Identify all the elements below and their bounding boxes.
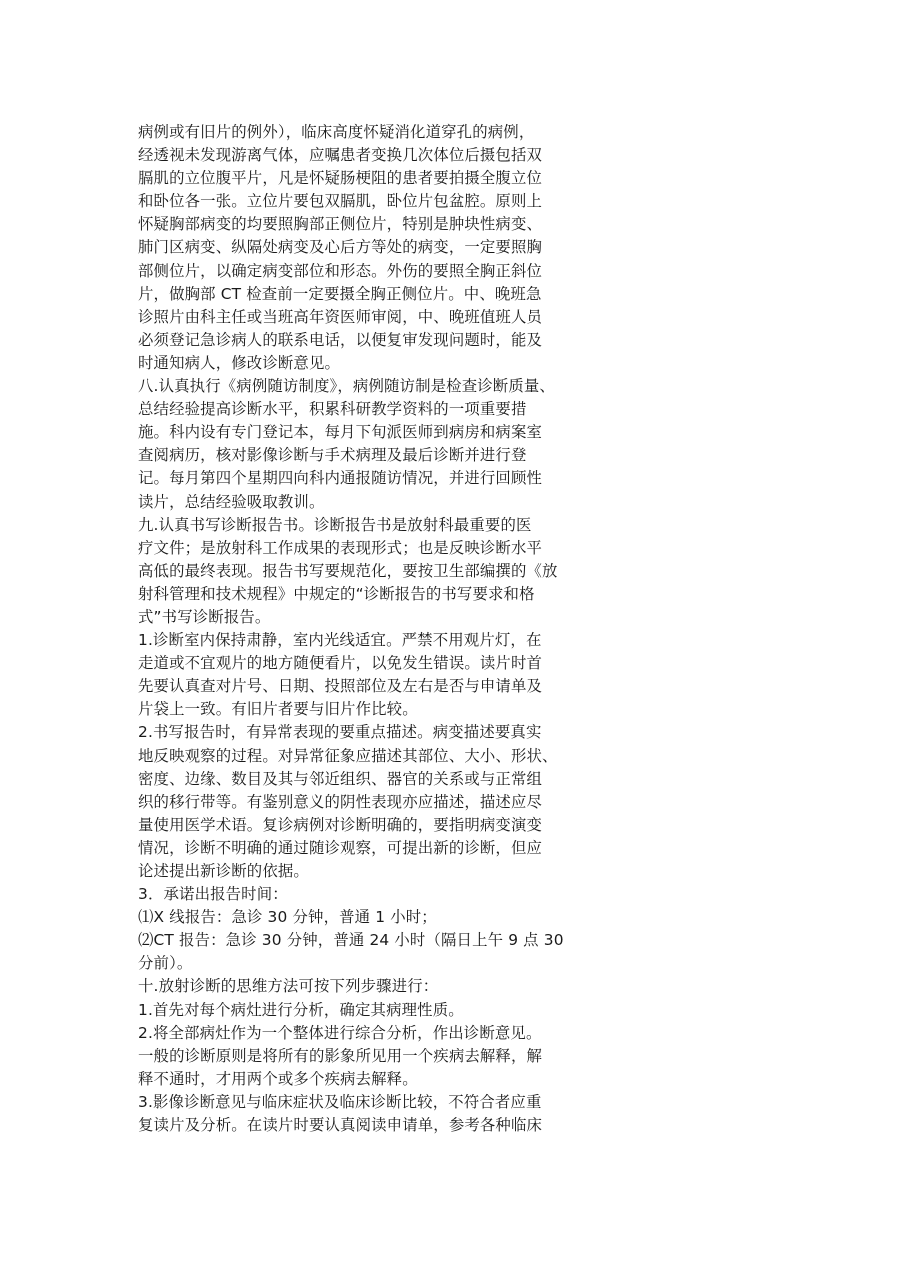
text-line: 施。科内设有专门登记本，每月下旬派医师到病房和病案室 <box>138 423 543 442</box>
section-heading-10: 十.放射诊断的思维方法可按下列步骤进行： <box>138 977 439 996</box>
text-line: 片袋上一致。有旧片者要与旧片作比较。 <box>138 700 418 719</box>
text-line: 复读片及分析。在读片时要认真阅读申请单，参考各种临床 <box>138 1116 543 1135</box>
text-line: 总结经验提高诊断水平，积累科研教学资料的一项重要措 <box>138 400 527 419</box>
body-text <box>138 121 568 1137</box>
text-line: 肺门区病变、纵隔处病变及心后方等处的病变，一定要照胸 <box>138 238 543 257</box>
text-line: 必须登记急诊病人的联系电话，以便复审发现问题时，能及 <box>138 330 543 349</box>
text-line: 膈肌的立位腹平片，凡是怀疑肠梗阻的患者要拍摄全腹立位 <box>138 169 543 188</box>
text-line: 片，做胸部 CT 检查前一定要摄全胸正侧位片。中、晚班急 <box>138 284 542 303</box>
text-line: 走道或不宜观片的地方随便看片，以免发生错误。读片时首 <box>138 654 543 673</box>
text-line: 量使用医学术语。复诊病例对诊断明确的，要指明病变演变 <box>138 815 543 834</box>
text-line: 读片，总结经验吸取教训。 <box>138 492 325 511</box>
text-line: 论述提出新诊断的依据。 <box>138 862 309 880</box>
text-line: 病例或有旧片的例外），临床高度怀疑消化道穿孔的病例， <box>138 123 535 141</box>
sub-item-xray: ⑴X 线报告：急诊 30 分钟，普通 1 小时； <box>138 908 437 927</box>
text-line: 式”书写诊断报告。 <box>138 607 271 626</box>
text-line: 查阅病历，核对影像诊断与手术病理及最后诊断并进行登 <box>138 446 527 465</box>
text-line: 先要认真查对片号、日期、投照部位及左右是否与申请单及 <box>138 677 543 696</box>
text-line: 织的移行带等。有鉴别意义的阴性表现亦应描述，描述应尽 <box>138 792 543 811</box>
text-line: 密度、边缘、数目及其与邻近组织、器官的关系或与正常组 <box>138 769 543 788</box>
text-line: 和卧位各一张。立位片要包双膈肌，卧位片包盆腔。原则上 <box>138 192 543 211</box>
text-line: 诊照片由科主任或当班高年资医师审阅，中、晚班值班人员 <box>138 307 543 326</box>
text-line: 射科管理和技术规程》中规定的“诊断报告的书写要求和格 <box>138 584 535 603</box>
text-line: 释不通时，才用两个或多个疾病去解释。 <box>138 1069 418 1088</box>
text-line: 一般的诊断原则是将所有的影象所见用一个疾病去解释，解 <box>138 1046 543 1065</box>
text-line: 怀疑胸部病变的均要照胸部正侧位片，特别是肿块性病变、 <box>138 215 543 234</box>
list-item-3: 3.影像诊断意见与临床症状及临床诊断比较，不符合者应重 <box>138 1092 542 1111</box>
text-line: 记。每月第四个星期四向科内通报随访情况，并进行回顾性 <box>138 469 543 488</box>
text-line: 分前）。 <box>138 954 193 973</box>
text-line: 经透视未发现游离气体，应嘱患者变换几次体位后摄包括双 <box>138 146 543 165</box>
text-line: 情况，诊断不明确的通过随诊观察，可提出新的诊断，但应 <box>138 838 543 857</box>
text-line: 地反映观察的过程。对异常征象应描述其部位、大小、形状、 <box>138 746 558 765</box>
text-line: 时通知病人，修改诊断意见。 <box>138 353 341 372</box>
text-line: 部侧位片，以确定病变部位和形态。外伤的要照全胸正斜位 <box>138 261 543 280</box>
text-line: 疗文件；是放射科工作成果的表现形式；也是反映诊断水平 <box>138 538 543 557</box>
sub-item-ct: ⑵CT 报告：急诊 30 分钟，普通 24 小时（隔日上午 9 点 30 <box>138 931 564 950</box>
list-item-1: 1.首先对每个病灶进行分析，确定其病理性质。 <box>138 1000 464 1019</box>
list-item-2: 2.将全部病灶作为一个整体进行综合分析，作出诊断意见。 <box>138 1023 542 1042</box>
list-item-2: 2.书写报告时，有异常表现的要重点描述。病变描述要真实 <box>138 723 542 742</box>
section-heading-8: 八.认真执行《病例随访制度》，病例随访制是检查诊断质量、 <box>138 377 555 396</box>
section-heading-9: 九.认真书写诊断报告书。诊断报告书是放射科最重要的医 <box>138 515 532 534</box>
text-line: 高低的最终表现。报告书写要规范化，要按卫生部编撰的《放 <box>138 561 558 580</box>
list-item-1: 1.诊断室内保持肃静，室内光线适宜。严禁不用观片灯，在 <box>138 631 542 650</box>
list-item-3: 3．承诺出报告时间： <box>138 885 288 904</box>
